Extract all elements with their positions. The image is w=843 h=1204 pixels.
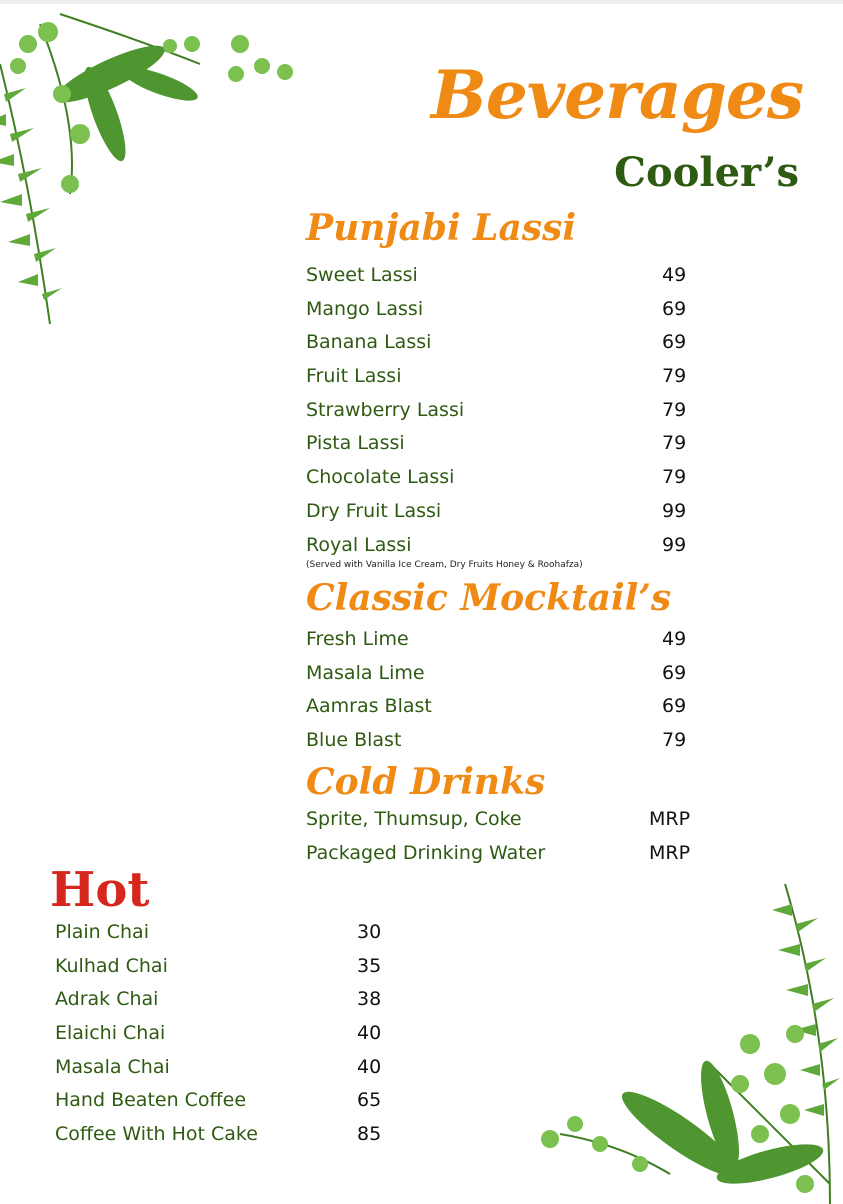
menu-item <box>306 361 706 395</box>
item-price: 38 <box>357 988 382 1011</box>
item-price: MRP <box>649 808 691 830</box>
hot-list <box>55 917 415 1153</box>
item-price: 79 <box>662 466 687 489</box>
item-price: 65 <box>357 1089 382 1112</box>
item-name: Strawberry Lassi <box>306 398 465 421</box>
item-name: Coffee With Hot Cake <box>55 1123 258 1146</box>
menu-item <box>306 260 706 294</box>
item-name: Dry Fruit Lassi <box>306 499 442 522</box>
menu-item <box>306 294 706 328</box>
item-price: 35 <box>357 954 382 977</box>
menu-item <box>306 658 706 692</box>
menu-item <box>306 428 706 462</box>
menu-item <box>306 496 706 530</box>
menu-item <box>306 327 706 361</box>
menu-item <box>306 691 706 725</box>
leaf-decoration-bottom-right <box>530 884 843 1204</box>
menu-item <box>306 395 706 429</box>
item-name: Packaged Drinking Water <box>306 841 546 864</box>
item-price: 69 <box>662 297 687 320</box>
item-name: Kulhad Chai <box>55 954 168 977</box>
punjabi-lassi-list <box>306 260 706 563</box>
item-price: 49 <box>662 264 687 286</box>
menu-item <box>306 530 706 564</box>
item-price: MRP <box>649 841 691 864</box>
menu-item <box>55 917 415 951</box>
menu-item <box>306 725 706 759</box>
item-name: Mango Lassi <box>306 297 424 320</box>
item-name: Fresh Lime <box>306 628 409 650</box>
item-name: Elaichi Chai <box>55 1022 166 1045</box>
item-price: 30 <box>357 921 382 943</box>
item-name: Banana Lassi <box>306 331 432 354</box>
item-price: 79 <box>662 365 687 388</box>
item-price: 69 <box>662 331 687 354</box>
menu-item <box>306 624 706 658</box>
item-name: Pista Lassi <box>306 432 405 455</box>
menu-item <box>55 1018 415 1052</box>
item-name: Sprite, Thumsup, Coke <box>306 808 522 830</box>
item-price: 40 <box>357 1055 382 1078</box>
menu-item <box>55 984 415 1018</box>
item-price: 99 <box>662 499 687 522</box>
item-name: Fruit Lassi <box>306 365 402 388</box>
item-name: Aamras Blast <box>306 695 432 718</box>
menu-item <box>306 838 726 872</box>
item-name: Blue Blast <box>306 729 402 752</box>
item-price: 69 <box>662 695 687 718</box>
section-heading-cold-drinks: Cold Drinks <box>306 761 546 803</box>
item-name: Plain Chai <box>55 921 149 943</box>
menu-item <box>306 462 706 496</box>
item-name: Masala Chai <box>55 1055 170 1078</box>
item-price: 49 <box>662 628 687 650</box>
item-name: Masala Lime <box>306 661 425 684</box>
menu-item <box>55 1085 415 1119</box>
item-name: Royal Lassi <box>306 533 412 556</box>
item-name: Adrak Chai <box>55 988 159 1011</box>
item-price: 99 <box>662 533 687 556</box>
item-price: 79 <box>662 432 687 455</box>
page-title: Beverages <box>431 56 803 134</box>
menu-item <box>55 1119 415 1153</box>
item-name: Hand Beaten Coffee <box>55 1089 247 1112</box>
leaf-decoration-top-left <box>0 4 310 334</box>
item-name: Chocolate Lassi <box>306 466 455 489</box>
menu-item <box>306 804 726 838</box>
page-subtitle: Cooler’s <box>614 149 799 196</box>
item-price: 69 <box>662 661 687 684</box>
classic-mocktails-list <box>306 624 706 759</box>
item-price: 85 <box>357 1123 382 1146</box>
section-heading-punjabi-lassi: Punjabi Lassi <box>306 207 576 249</box>
cold-drinks-list <box>306 804 726 871</box>
menu-item <box>55 951 415 985</box>
item-price: 40 <box>357 1022 382 1045</box>
item-price: 79 <box>662 398 687 421</box>
menu-item <box>55 1052 415 1086</box>
item-price: 79 <box>662 729 687 752</box>
item-name: Sweet Lassi <box>306 264 418 286</box>
royal-lassi-note: (Served with Vanilla Ice Cream, Dry Fruits Honey & Roohafza) <box>306 560 583 570</box>
section-heading-hot: Hot <box>50 862 150 918</box>
section-heading-classic-mocktails: Classic Mocktail’s <box>306 577 672 619</box>
